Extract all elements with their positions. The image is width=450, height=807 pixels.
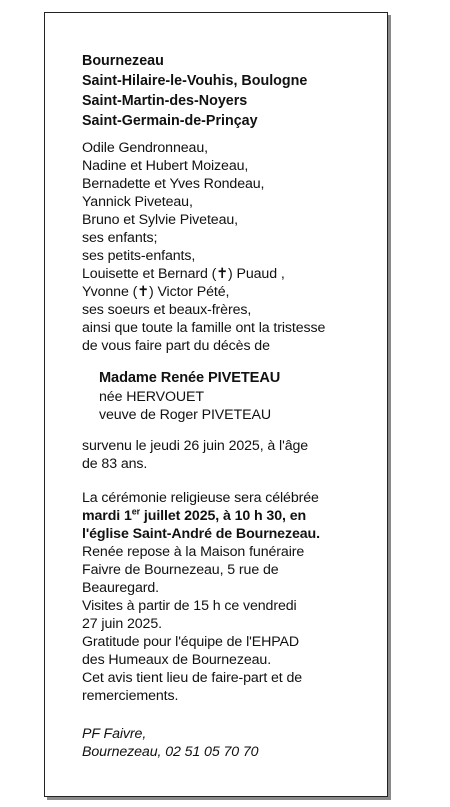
ceremony-line: remerciements.: [82, 688, 179, 704]
family-list: [82, 139, 382, 355]
funeral-home-contact: Bournezeau, 02 51 05 70 70: [82, 744, 259, 760]
ceremony-line: 27 juin 2025.: [82, 616, 162, 632]
family-line: ses soeurs et beaux-frères,: [82, 302, 252, 318]
ceremony-intro: La cérémonie religieuse sera célébrée: [82, 490, 319, 506]
ceremony-date-rest: juillet 2025, à 10 h 30, en: [140, 508, 307, 524]
funeral-home-signature: [82, 725, 382, 761]
locations-header: [82, 51, 382, 131]
funeral-home-name: PF Faivre,: [82, 726, 147, 742]
location-line: Bournezeau: [82, 53, 164, 69]
family-line: Yannick Piveteau,: [82, 194, 193, 210]
obituary-notice: [44, 12, 388, 797]
ceremony-place: l'église Saint-André de Bournezeau.: [82, 526, 320, 542]
ceremony-details: [82, 489, 382, 705]
ceremony-line: des Humeaux de Bournezeau.: [82, 652, 272, 668]
deceased-block: [82, 368, 382, 424]
family-line: Nadine et Hubert Moizeau,: [82, 158, 249, 174]
deceased-maiden-name: née HERVOUET: [99, 389, 204, 405]
family-line: ainsi que toute la famille ont la tristesse: [82, 320, 326, 336]
ceremony-date-ordinal: er: [131, 506, 141, 517]
ceremony-line: Gratitude pour l'équipe de l'EHPAD: [82, 634, 300, 650]
death-details: [82, 437, 382, 473]
location-line: Saint-Martin-des-Noyers: [82, 93, 248, 109]
death-line: de 83 ans.: [82, 456, 148, 472]
ceremony-date: [82, 507, 382, 525]
family-line: ses enfants;: [82, 230, 158, 246]
family-line: Odile Gendronneau,: [82, 140, 208, 156]
family-line: Louisette et Bernard (✝) Puaud ,: [82, 266, 285, 282]
ceremony-line: Faivre de Bournezeau, 5 rue de: [82, 562, 279, 578]
location-line: Saint-Hilaire-le-Vouhis, Boulogne: [82, 73, 308, 89]
location-line: Saint-Germain-de-Prinçay: [82, 113, 258, 129]
ceremony-line: Visites à partir de 15 h ce vendredi: [82, 598, 297, 614]
notice-content: [82, 51, 382, 761]
ceremony-date-start: mardi 1: [82, 508, 132, 524]
family-line: Bruno et Sylvie Piveteau,: [82, 212, 239, 228]
family-line: Yvonne (✝) Victor Pété,: [82, 284, 230, 300]
ceremony-line: Renée repose à la Maison funéraire: [82, 544, 305, 560]
family-line: ses petits-enfants,: [82, 248, 196, 264]
ceremony-line: Beauregard.: [82, 580, 159, 596]
deceased-widow-of: veuve de Roger PIVETEAU: [99, 407, 271, 423]
family-line: Bernadette et Yves Rondeau,: [82, 176, 265, 192]
ceremony-line: Cet avis tient lieu de faire-part et de: [82, 670, 303, 686]
death-line: survenu le jeudi 26 juin 2025, à l'âge: [82, 438, 309, 454]
deceased-name: Madame Renée PIVETEAU: [99, 370, 281, 386]
family-line: de vous faire part du décès de: [82, 338, 270, 354]
